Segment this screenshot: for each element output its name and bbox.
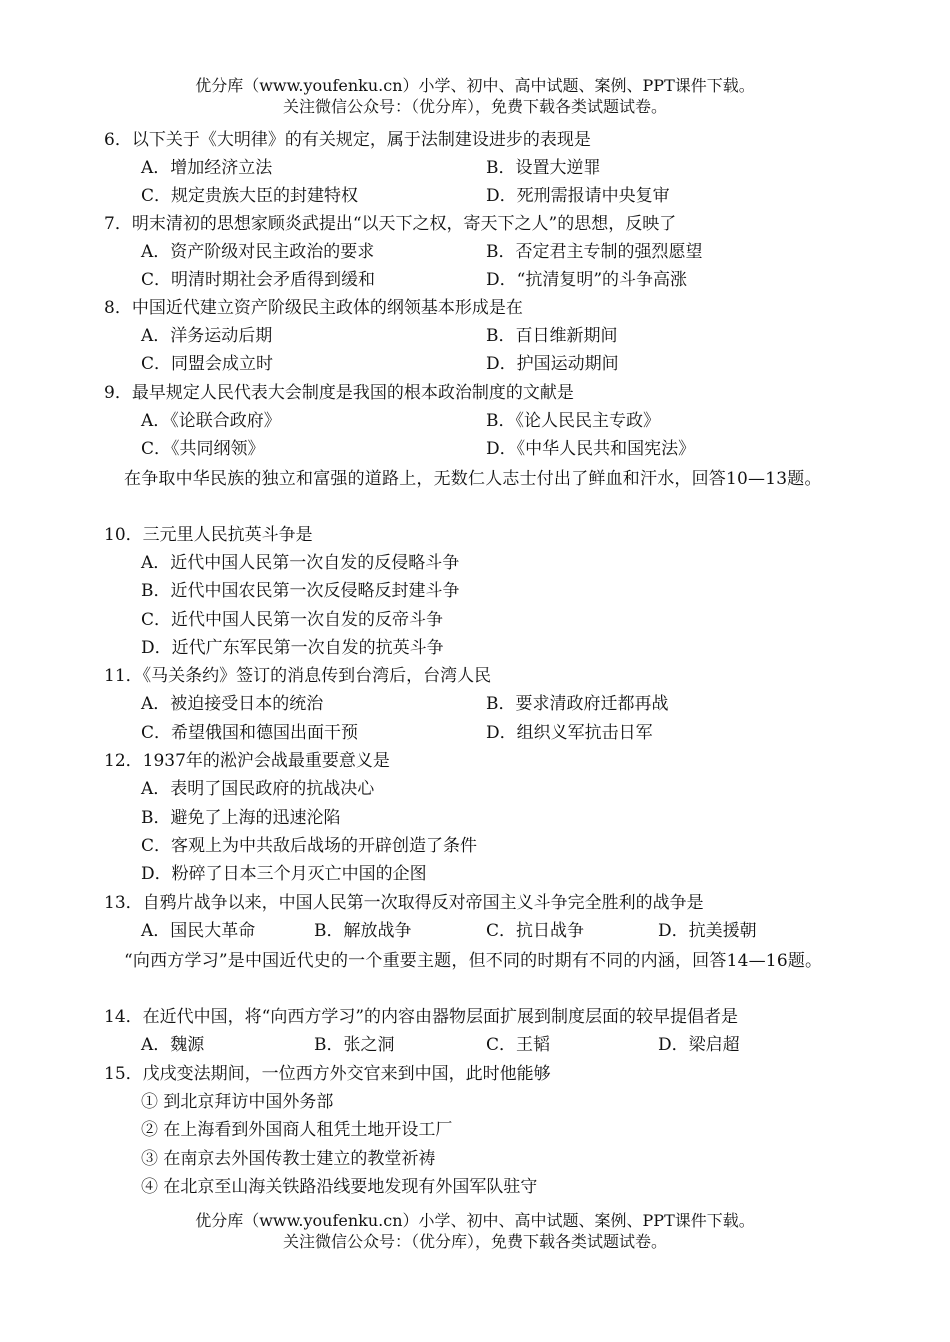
question-6-option-d: D．死刑需报请中央复审	[486, 186, 670, 206]
question-15-item-2: ② 在上海看到外国商人租凭土地开设工厂	[141, 1120, 453, 1140]
question-15-item-1: ① 到北京拜访中国外务部	[141, 1092, 334, 1112]
question-15-item-3: ③ 在南京去外国传教士建立的教堂祈祷	[141, 1149, 436, 1169]
question-14-option-c: C．王韬	[486, 1035, 551, 1055]
question-12-option-a: A．表明了国民政府的抗战决心	[141, 779, 375, 799]
question-12-option-b: B．避免了上海的迅速沦陷	[141, 808, 341, 828]
question-11-option-d: D．组织义军抗击日军	[486, 723, 653, 743]
question-10-option-d: D．近代广东军民第一次自发的抗英斗争	[141, 638, 444, 658]
header-line-2: 关注微信公众号：（优分库），免费下载各类试题试卷。	[282, 97, 667, 116]
question-14-option-d: D．梁启超	[658, 1035, 740, 1055]
question-10-option-a: A．近代中国人民第一次自发的反侵略斗争	[141, 553, 460, 573]
question-8-option-d: D．护国运动期间	[486, 354, 619, 374]
question-6-stem: 6．以下关于《大明律》的有关规定，属于法制建设进步的表现是	[104, 130, 591, 150]
question-10-stem: 10．三元里人民抗英斗争是	[104, 525, 313, 545]
question-11-option-a: A．被迫接受日本的统治	[141, 694, 324, 714]
question-12-stem: 12．1937年的淞沪会战最重要意义是	[104, 751, 390, 771]
question-13-stem: 13．自鸦片战争以来，中国人民第一次取得反对帝国主义斗争完全胜利的战争是	[104, 893, 704, 913]
question-9-stem: 9．最早规定人民代表大会制度是我国的根本政治制度的文献是	[104, 383, 574, 403]
question-8-stem: 8．中国近代建立资产阶级民主政体的纲领基本形成是在	[104, 298, 523, 318]
question-14-stem: 14．在近代中国，将“向西方学习”的内容由器物层面扩展到制度层面的较早提倡者是	[104, 1007, 739, 1027]
question-6-option-b: B．设置大逆罪	[486, 158, 601, 178]
question-12-option-c: C．客观上为中共敌后战场的开辟创造了条件	[141, 836, 478, 856]
question-10-option-b: B．近代中国农民第一次反侵略反封建斗争	[141, 581, 460, 601]
question-7-option-c: C．明清时期社会矛盾得到缓和	[141, 270, 376, 290]
section-intro-14-16-text: “向西方学习”是中国近代史的一个重要主题，但不同的时期有不同的内涵，回答14—16题。	[124, 951, 823, 971]
question-9-option-c: C．《共同纲领》	[141, 439, 265, 459]
question-11-stem: 11．《马关条约》签订的消息传到台湾后，台湾人民	[104, 666, 492, 686]
question-10-option-c: C．近代中国人民第一次自发的反帝斗争	[141, 610, 444, 630]
question-7-stem: 7．明末清初的思想家顾炎武提出“以天下之权，寄天下之人”的思想，反映了	[104, 214, 677, 234]
question-7-option-b: B．否定君主专制的强烈愿望	[486, 242, 703, 262]
question-13-option-c: C．抗日战争	[486, 921, 585, 941]
question-15-item-4: ④ 在北京至山海关铁路沿线要地发现有外国军队驻守	[141, 1177, 538, 1197]
section-intro-10-13-text: 在争取中华民族的独立和富强的道路上，无数仁人志士付出了鲜血和汗水，回答10—13题。	[124, 469, 822, 489]
section-intro-14-16	[104, 947, 849, 975]
question-9-option-b: B．《论人民民主专政》	[486, 411, 660, 431]
question-13-option-a: A．国民大革命	[141, 921, 256, 941]
question-8-option-a: A．洋务运动后期	[141, 326, 273, 346]
question-6-option-a: A．增加经济立法	[141, 158, 273, 178]
footer-line-2: 关注微信公众号：（优分库），免费下载各类试题试卷。	[282, 1232, 667, 1251]
question-9-option-d: D．《中华人民共和国宪法》	[486, 439, 696, 459]
question-8-option-b: B．百日维新期间	[486, 326, 618, 346]
header-line-1: 优分库（www.youfenku.cn）小学、初中、高中试题、案例、PPT课件下载。	[195, 76, 755, 95]
question-7-option-d: D．“抗清复明”的斗争高涨	[486, 270, 688, 290]
question-14-option-a: A．魏源	[141, 1035, 205, 1055]
question-8-option-c: C．同盟会成立时	[141, 354, 274, 374]
question-11-option-b: B．要求清政府迁都再战	[486, 694, 669, 714]
question-9-option-a: A．《论联合政府》	[141, 411, 281, 431]
question-7-option-a: A．资产阶级对民主政治的要求	[141, 242, 375, 262]
question-14-option-b: B．张之洞	[314, 1035, 395, 1055]
question-12-option-d: D．粉碎了日本三个月灭亡中国的企图	[141, 864, 427, 884]
question-13-option-b: B．解放战争	[314, 921, 412, 941]
section-intro-10-13	[104, 465, 849, 493]
question-6-option-c: C．规定贵族大臣的封建特权	[141, 186, 359, 206]
footer-line-1: 优分库（www.youfenku.cn）小学、初中、高中试题、案例、PPT课件下载。	[195, 1211, 755, 1230]
question-13-option-d: D．抗美援朝	[658, 921, 757, 941]
question-11-option-c: C．希望俄国和德国出面干预	[141, 723, 359, 743]
question-15-stem: 15．戊戌变法期间，一位西方外交官来到中国，此时他能够	[104, 1064, 551, 1084]
